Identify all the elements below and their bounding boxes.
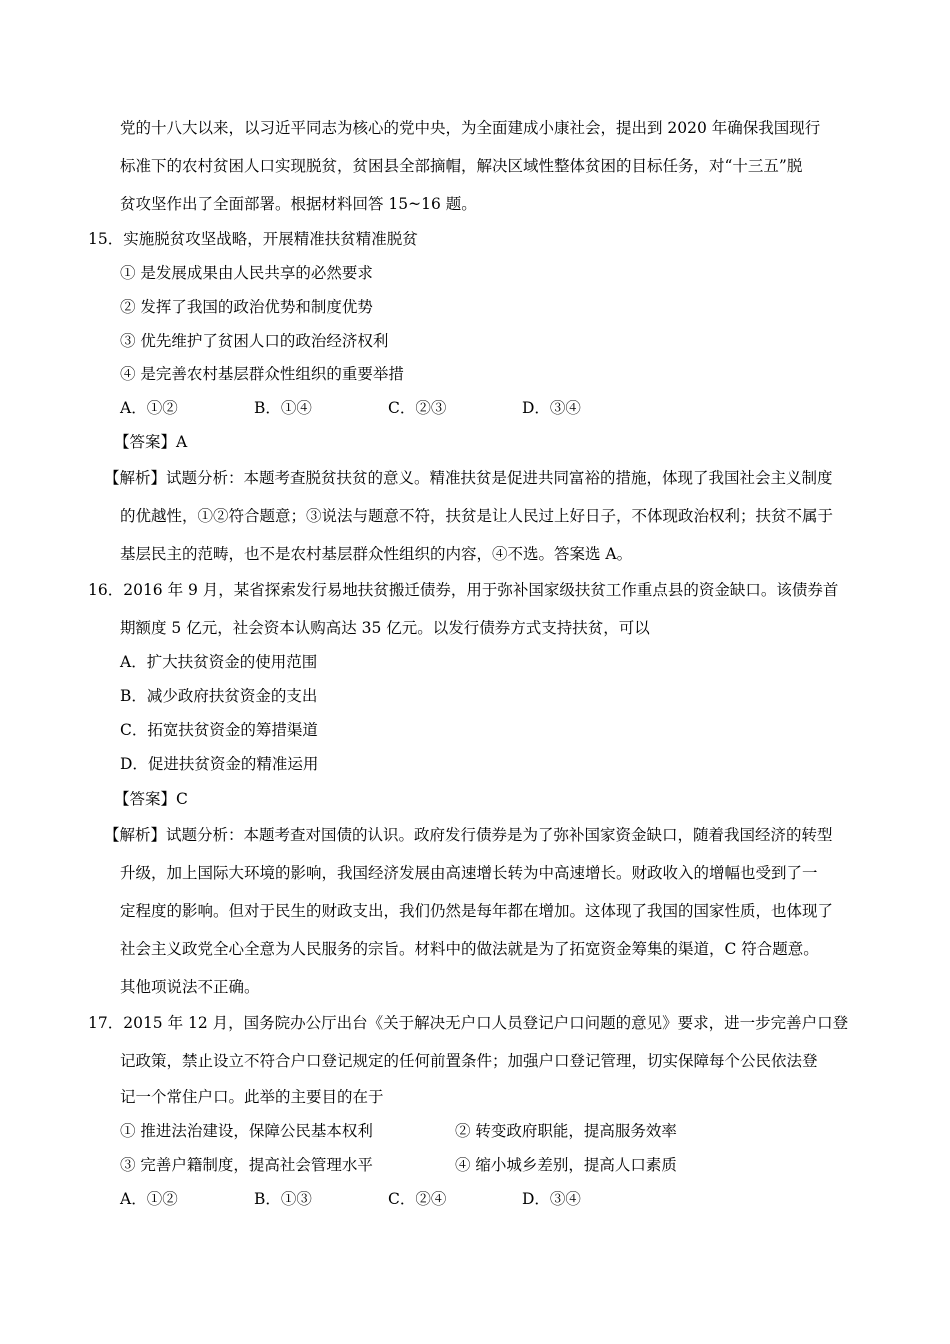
q17-option-b: B．①③ (254, 1190, 312, 1208)
q16-analysis-2: 升级，加上国际大环境的影响，我国经济发展由高速增长转为中高速增长。财政收入的增幅也受到了一 (120, 864, 818, 882)
q16-analysis-1: 【解析】试题分析：本题考查对国债的认识。政府发行债券是为了弥补国家资金缺口，随着我国经济的转型 (104, 826, 833, 844)
q17-item-4: ④ 缩小城乡差别，提高人口素质 (455, 1156, 677, 1174)
q16-analysis-4: 社会主义政党全心全意为人民服务的宗旨。材料中的做法就是为了拓宽资金筹集的渠道，C 符合题意。 (120, 940, 819, 958)
q15-item-1: ① 是发展成果由人民共享的必然要求 (120, 264, 373, 282)
q16-analysis-3: 定程度的影响。但对于民生的财政支出，我们仍然是每年都在增加。这体现了我国的国家性质，也体现了 (120, 902, 834, 920)
q15-analysis-3: 基层民主的范畴，也不是农村基层群众性组织的内容，④不选。答案选 A。 (120, 545, 633, 563)
q16-stem-2: 期额度 5 亿元，社会资本认购高达 35 亿元。以发行债券方式支持扶贫，可以 (120, 619, 650, 637)
q15-option-d: D．③④ (522, 399, 581, 417)
q15-stem: 15．实施脱贫攻坚战略，开展精准扶贫精准脱贫 (88, 230, 418, 248)
q15-analysis-1: 【解析】试题分析：本题考查脱贫扶贫的意义。精准扶贫是促进共同富裕的措施，体现了我国社会主义制度 (104, 469, 833, 487)
intro-line-3: 贫攻坚作出了全面部署。根据材料回答 15~16 题。 (120, 195, 477, 213)
q16-option-d: D．促进扶贫资金的精准运用 (120, 755, 319, 773)
q17-option-c: C．②④ (388, 1190, 447, 1208)
intro-line-2: 标准下的农村贫困人口实现脱贫，贫困县全部摘帽，解决区域性整体贫困的目标任务，对“十三五”脱 (120, 157, 803, 175)
q15-analysis-2: 的优越性，①②符合题意；③说法与题意不符，扶贫是让人民过上好日子，不体现政治权利；扶贫不属于 (120, 507, 834, 525)
q16-option-c: C．拓宽扶贫资金的筹措渠道 (120, 721, 318, 739)
q17-item-3: ③ 完善户籍制度，提高社会管理水平 (120, 1156, 373, 1174)
q15-option-b: B．①④ (254, 399, 312, 417)
q15-item-3: ③ 优先维护了贫困人口的政治经济权利 (120, 332, 389, 350)
q15-option-c: C．②③ (388, 399, 447, 417)
q17-stem-2: 记政策，禁止设立不符合户口登记规定的任何前置条件；加强户口登记管理，切实保障每个公民依法登 (120, 1052, 818, 1070)
q17-option-d: D．③④ (522, 1190, 581, 1208)
q15-item-4: ④ 是完善农村基层群众性组织的重要举措 (120, 365, 404, 383)
q16-stem-1: 16．2016 年 9 月，某省探索发行易地扶贫搬迁债券，用于弥补国家级扶贫工作重点县的资金缺口。该债券首 (88, 581, 839, 599)
q17-option-a: A．①② (120, 1190, 178, 1208)
q15-item-2: ② 发挥了我国的政治优势和制度优势 (120, 298, 373, 316)
q17-item-1: ① 推进法治建设，保障公民基本权利 (120, 1122, 373, 1140)
q17-stem-1: 17．2015 年 12 月，国务院办公厅出台《关于解决无户口人员登记户口问题的意见》要求，进一步完善户口登 (88, 1014, 849, 1032)
q16-answer: 【答案】C (114, 790, 188, 808)
q16-analysis-5: 其他项说法不正确。 (120, 978, 260, 996)
q17-item-2: ② 转变政府职能，提高服务效率 (455, 1122, 677, 1140)
q15-option-a: A．①② (120, 399, 178, 417)
intro-line-1: 党的十八大以来，以习近平同志为核心的党中央，为全面建成小康社会，提出到 2020 年确保我国现行 (120, 119, 821, 137)
q17-stem-3: 记一个常住户口。此举的主要目的在于 (120, 1088, 384, 1106)
q16-option-a: A．扩大扶贫资金的使用范围 (120, 653, 318, 671)
q15-answer: 【答案】A (114, 433, 188, 451)
q16-option-b: B．减少政府扶贫资金的支出 (120, 687, 318, 705)
